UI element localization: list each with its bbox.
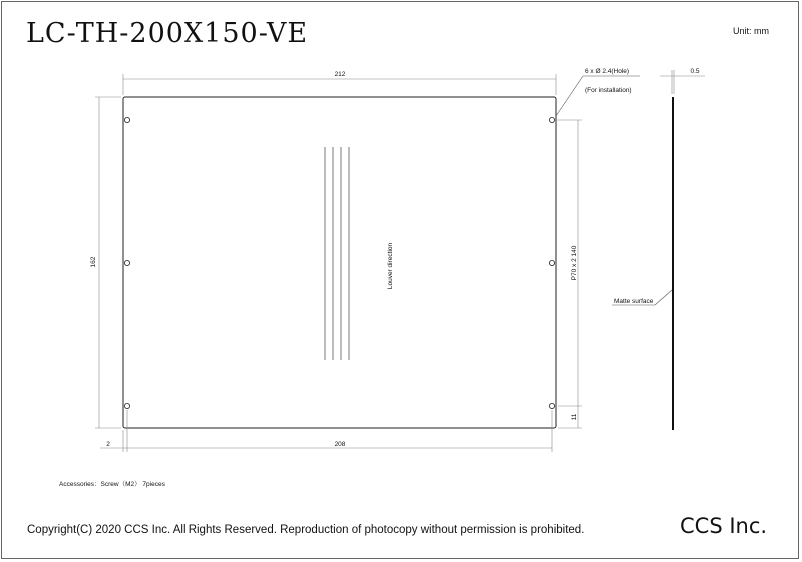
dim-hole-pitch: P70 x 2 140 [571, 245, 578, 281]
louver-lines [325, 147, 349, 360]
dim-thickness: 0.5 [690, 68, 700, 75]
dim-width-overall: 212 [334, 71, 346, 78]
hole-note: 6 x Ø 2.4(Hole) [585, 68, 630, 75]
mounting-hole [124, 403, 129, 408]
drawing-title: LC-TH-200X150-VE [26, 18, 309, 49]
dim-width-bottom: 208 [334, 441, 346, 448]
mounting-hole [549, 117, 554, 122]
dim-bottom-lines [100, 410, 552, 452]
hole-leader [556, 76, 640, 116]
unit-label: Unit: mm [733, 26, 769, 36]
copyright-notice: Copyright(C) 2020 CCS Inc. All Rights Reserved. Reproduction of photocopy without permission is prohibited. [27, 524, 585, 536]
plate-outline [123, 97, 556, 428]
mounting-hole [549, 403, 554, 408]
dim-hole-edge: 11 [571, 413, 578, 421]
company-name: CCS Inc. [680, 514, 768, 538]
mounting-hole [549, 260, 554, 265]
matte-surface-label: Matte surface [614, 298, 654, 305]
dim-height: 162 [90, 256, 97, 268]
dim-left-offset: 2 [106, 441, 110, 448]
dim-height-lines [95, 97, 121, 428]
hole-note-sub: (For installation) [585, 87, 632, 94]
mounting-hole [124, 260, 129, 265]
mounting-hole [124, 117, 129, 122]
accessories-note: Accessories：Screw（M2） 7pieces [59, 481, 165, 488]
louver-direction-label: Louver direction [387, 242, 394, 290]
